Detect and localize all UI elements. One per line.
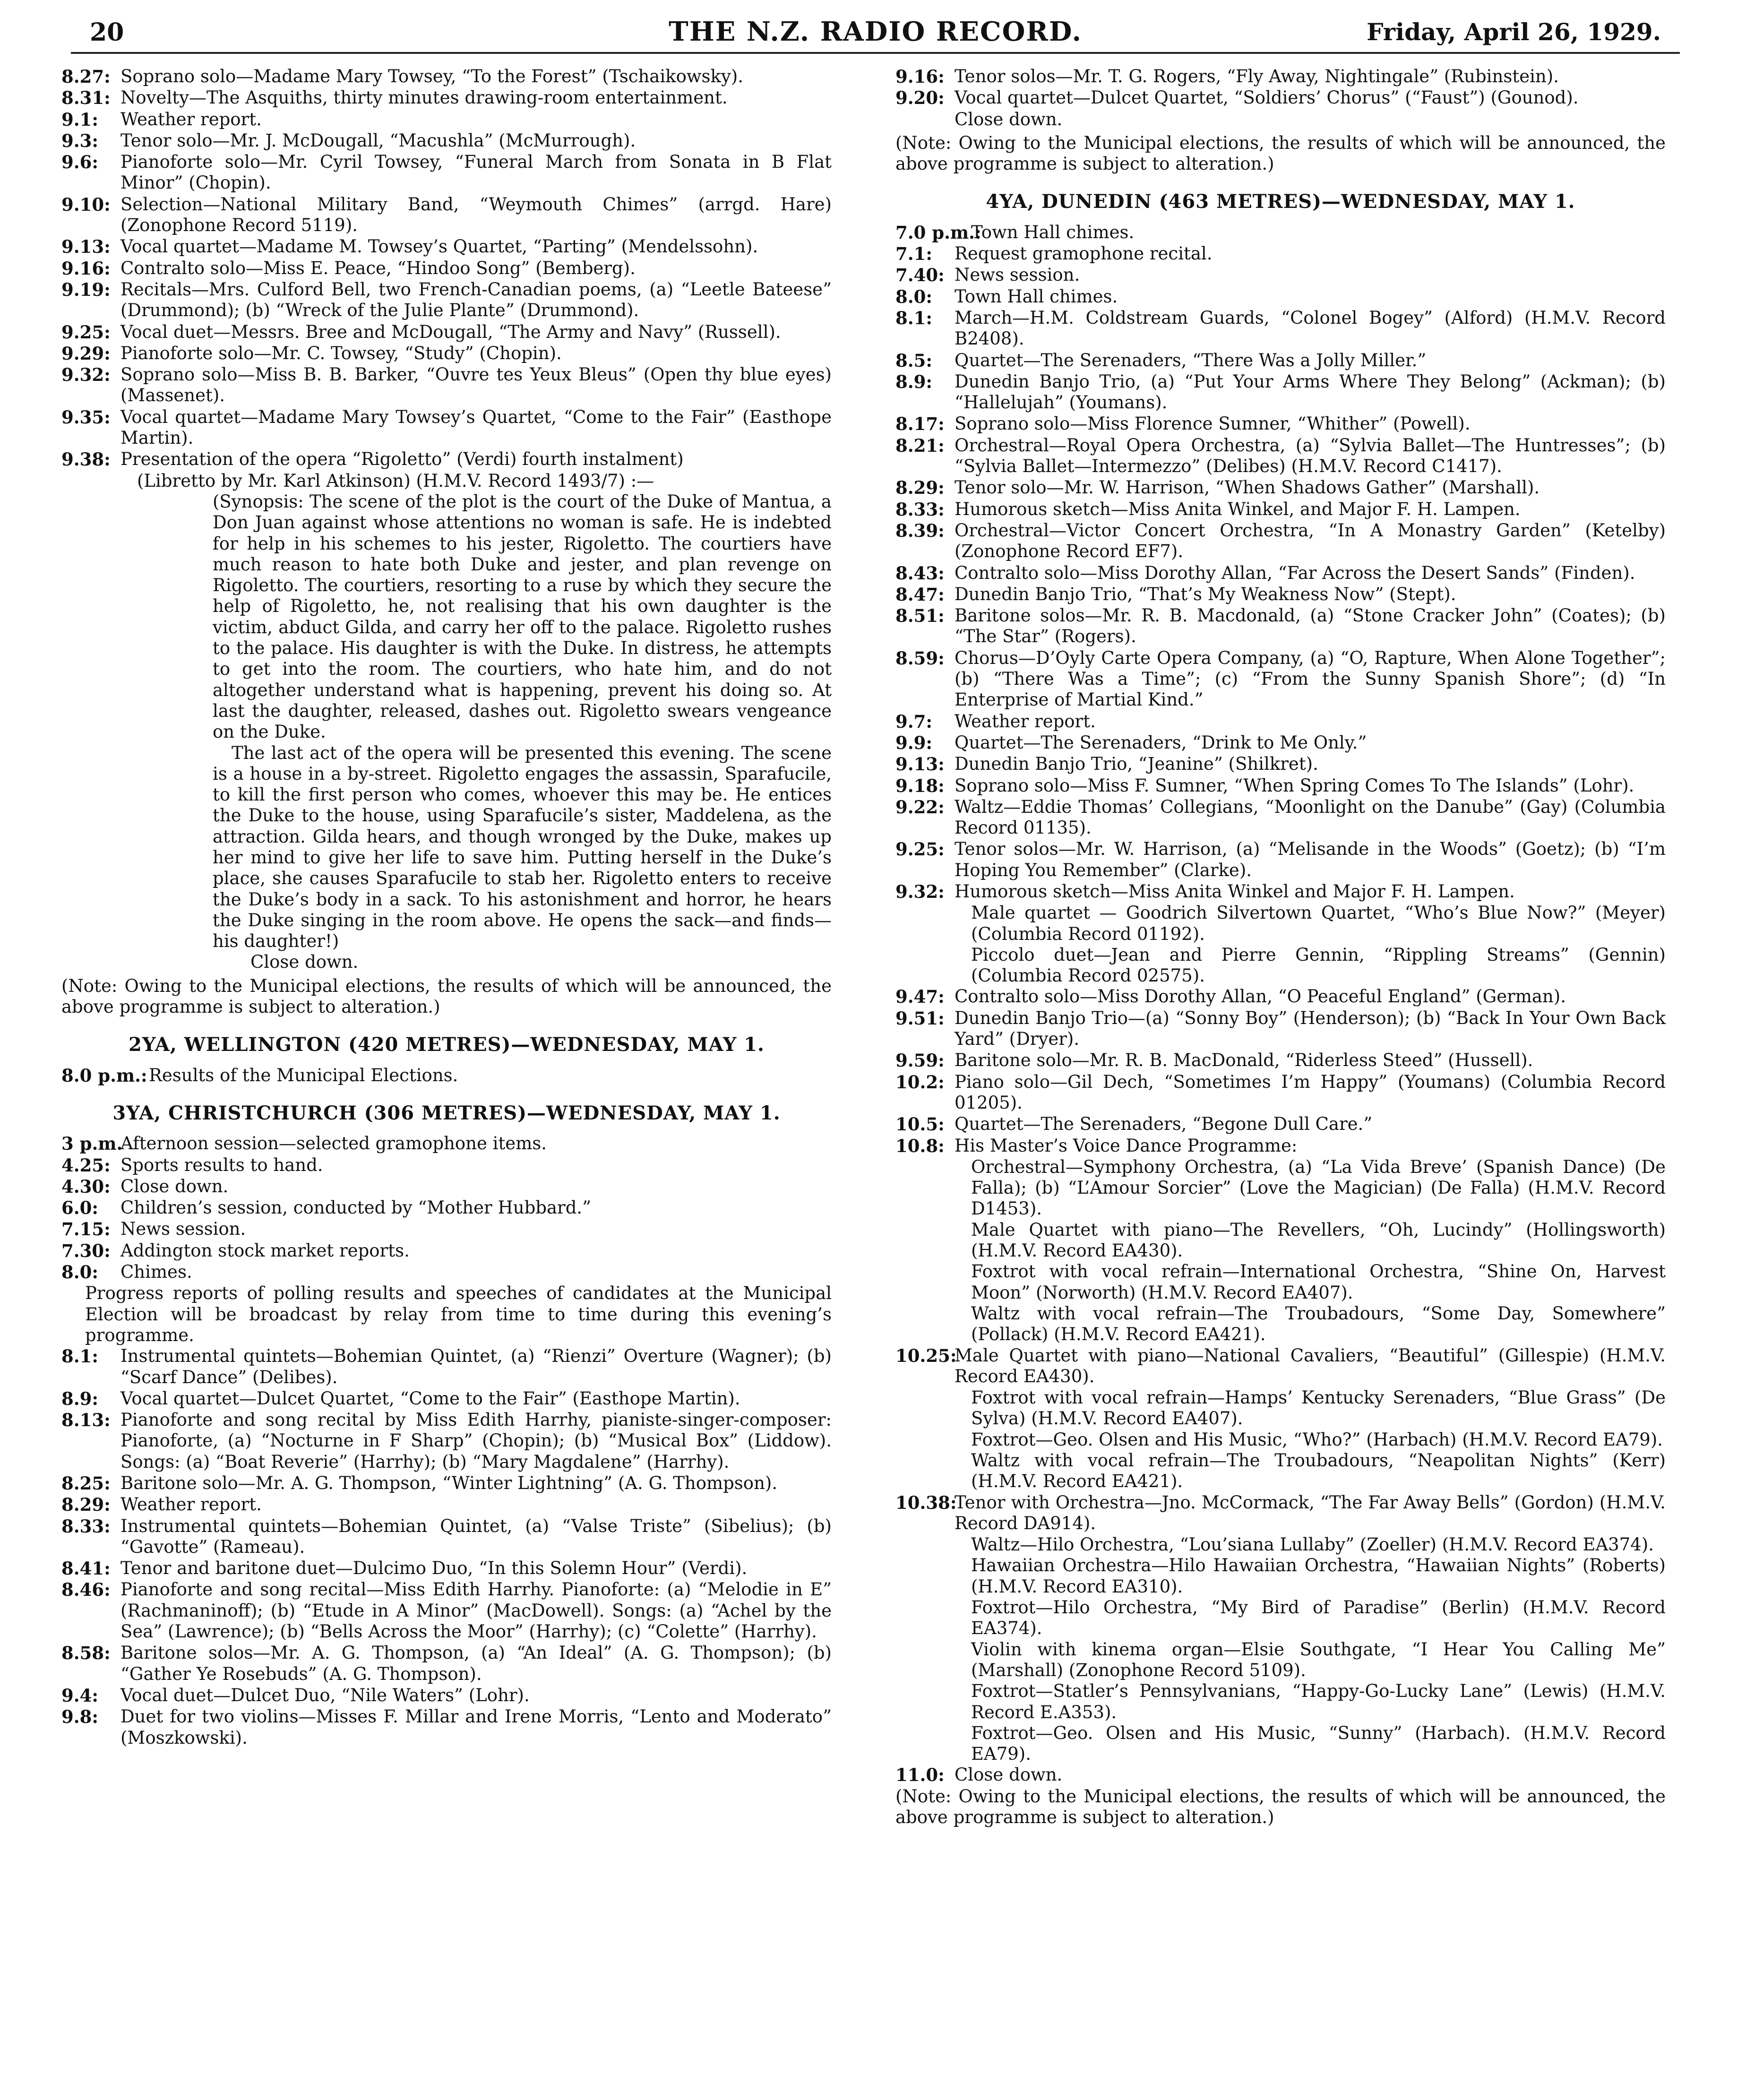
item-text: Pianoforte solo—Mr. C. Towsey, “Study” (Chopin).: [120, 343, 562, 363]
item-text: Vocal quartet—Madame Mary Towsey’s Quartet, “Come to the Fair” (Easthope Martin).: [120, 406, 832, 448]
list-item: [61, 1494, 832, 1515]
list-item: [895, 605, 1666, 647]
item-text: Children’s session, conducted by “Mother Hubbard.”: [120, 1197, 592, 1218]
time: 9.16:: [61, 258, 111, 279]
list-item: [61, 1558, 832, 1579]
list-item: [895, 648, 1666, 711]
time: 9.9:: [895, 732, 933, 753]
time: 9.8:: [61, 1706, 99, 1728]
list-item: [61, 1197, 832, 1218]
item-text: Waltz—Eddie Thomas’ Collegians, “Moonlight on the Danube” (Gay) (Columbia Record 01135).: [955, 796, 1666, 838]
item-text: Tenor and baritone duet—Dulcimo Duo, “In this Solemn Hour” (Verdi).: [120, 1558, 748, 1579]
time: 4.25:: [61, 1154, 111, 1176]
time: 8.13:: [61, 1410, 111, 1431]
item-text: Dunedin Banjo Trio, “That’s My Weakness Now” (Stept).: [955, 584, 1456, 604]
page-header: [71, 9, 1680, 54]
list-item: [895, 881, 1666, 902]
item-text: Instrumental quintets—Bohemian Quintet, (a) “Valse Triste” (Sibelius); (b) “Gavotte” (Rameau).: [120, 1515, 832, 1557]
time: 6.0:: [61, 1197, 99, 1219]
time: 8.33:: [61, 1515, 111, 1537]
list-item: [895, 839, 1666, 881]
time: 10.8:: [895, 1135, 945, 1156]
item-text: Tenor solos—Mr. W. Harrison, (a) “Melisande in the Woods” (Goetz); (b) “I’m Hoping You Remember” (Clarke).: [955, 839, 1666, 880]
item-text: Vocal duet—Messrs. Bree and McDougall, “The Army and Navy” (Russell).: [120, 321, 781, 342]
item-text: Baritone solo—Mr. R. B. MacDonald, “Riderless Steed” (Hussell).: [955, 1050, 1533, 1071]
list-item: [895, 413, 1666, 434]
item-text: Instrumental quintets—Bohemian Quintet, (a) “Rienzi” Overture (Wagner); (b) “Scarf Dance” (Delibes).: [120, 1346, 832, 1387]
time: 9.19:: [61, 279, 111, 300]
programme-note: (Note: Owing to the Municipal elections, the results of which will be announced, the above programme is subject to alteration.): [61, 975, 832, 1017]
list-item: [61, 1262, 832, 1282]
sub-item: Foxtrot—Geo. Olsen and His Music, “Sunny” (Harbach). (H.M.V. Record EA79).: [971, 1722, 1666, 1764]
list-item: [61, 322, 832, 343]
list-item: [895, 711, 1666, 732]
item-text: Soprano solo—Miss B. B. Barker, “Ouvre tes Yeux Bleus” (Open thy blue eyes) (Massenet).: [120, 364, 832, 406]
list-item: [895, 1136, 1666, 1156]
time: 8.9:: [895, 371, 933, 392]
synopsis-paragraph: (Synopsis: The scene of the plot is the court of the Duke of Mantua, a Don Juan against whose attentions no woman is safe. He is indebted for help in his schemes to his jester, Rigoletto. The courtiers have much reason to hate both Duke and jester, and plan revenge on Rigoletto. The courtiers, resorting to a ruse by which they secure the help of Rigoletto, he, not realising that his own daughter is the victim, abduct Gilda, and carry her off to the palace. Rigoletto rushes to the palace. His daughter is with the Duke. In distress, he attempts to get into the room. The courtiers, who hate him, and do not altogether understand what is happening, prevent his doing so. At last the daughter, released, dashes out. Rigoletto swears vengeance on the Duke.: [213, 491, 832, 742]
list-item: [895, 87, 1666, 108]
time: 9.4:: [61, 1685, 99, 1706]
time: 8.1:: [61, 1346, 99, 1367]
item-text: Vocal quartet—Dulcet Quartet, “Soldiers’ Chorus” (“Faust”) (Gounod).: [955, 87, 1579, 108]
list-item: [895, 732, 1666, 753]
page-number: 20: [90, 18, 124, 47]
time: 8.9:: [61, 1388, 99, 1409]
time: 9.20:: [895, 87, 945, 109]
item-text: Vocal quartet—Dulcet Quartet, “Come to the Fair” (Easthope Martin).: [120, 1388, 740, 1409]
time: 10.2:: [895, 1071, 945, 1093]
item-text: Novelty—The Asquiths, thirty minutes drawing-room entertainment.: [120, 87, 728, 108]
item-text: Orchestral—Royal Opera Orchestra, (a) “Sylvia Ballet—The Huntresses”; (b) “Sylvia Ballet—Intermezzo” (Delibes) (H.M.V. Record C1417).: [955, 435, 1666, 477]
opera-synopsis: [61, 491, 832, 952]
time: 10.38:: [895, 1492, 957, 1513]
list-item: [61, 130, 832, 151]
time: 10.5:: [895, 1114, 945, 1135]
time: 9.47:: [895, 986, 945, 1007]
list-item: [61, 1706, 832, 1748]
publication-title: THE N.Z. RADIO RECORD.: [669, 16, 1082, 47]
item-text: Soprano solo—Madame Mary Towsey, “To the Forest” (Tschaikowsky).: [120, 66, 744, 86]
item-text: Request gramophone recital.: [955, 243, 1213, 264]
list-item: [895, 222, 1666, 243]
time: 9.16:: [895, 66, 945, 87]
item-text: Duet for two violins—Misses F. Millar and Irene Morris, “Lento and Moderato” (Moszkowski).: [120, 1706, 832, 1748]
time: 9.6:: [61, 152, 99, 173]
time: 11.0:: [895, 1764, 945, 1786]
time: 9.32:: [61, 364, 111, 386]
item-text: Pianoforte and song recital by Miss Edith Harrhy, pianiste-singer-composer: Pianoforte, (a) “Nocturne in F Sharp” (Chopin); (b) “Musical Box” (Liddow). Songs: (a) “Boat Reverie” (Harrhy); (b) “Mary Magdalene” (Harrhy).: [120, 1410, 832, 1472]
list-item: [61, 87, 832, 108]
item-text: Humorous sketch—Miss Anita Winkel and Major F. H. Lampen.: [955, 881, 1515, 902]
item-text: Baritone solo—Mr. A. G. Thompson, “Winter Lightning” (A. G. Thompson).: [120, 1473, 778, 1493]
sub-item: Foxtrot—Statler’s Pennsylvanians, “Happy-Go-Lucky Lane” (Lewis) (H.M.V. Record E.A353).: [971, 1681, 1666, 1722]
progress-note: Progress reports of polling results and speeches of candidates at the Municipal Election will be broadcast by relay from time to time during this evening’s programme.: [85, 1283, 832, 1345]
close-down: Close down.: [250, 952, 359, 973]
time: 9.3:: [61, 130, 99, 151]
item-text: Contralto solo—Miss Dorothy Allan, “O Peaceful England” (German).: [955, 986, 1566, 1007]
issue-date: Friday, April 26, 1929.: [1367, 18, 1661, 46]
time: 7.40:: [895, 265, 945, 286]
list-item: [61, 1516, 832, 1558]
item-text: Pianoforte and song recital—Miss Edith Harrhy. Pianoforte: (a) “Melodie in E” (Rachmaninoff); (b) “Etude in A Minor” (MacDowell). Songs: (a) “Achel by the Sea” (Lawrence); (b) “Bells Across the Moor” (Harrhy); (c) “Colette” (Harrhy).: [120, 1579, 832, 1642]
list-item: [61, 194, 832, 236]
item-text: Pianoforte solo—Mr. Cyril Towsey, “Funeral March from Sonata in B Flat Minor” (Chopin).: [120, 152, 832, 193]
list-item: [61, 449, 832, 470]
section-heading-christchurch: 3YA, CHRISTCHURCH (306 METRES)—WEDNESDAY, MAY 1.: [112, 1102, 781, 1124]
sub-item: Male quartet — Goodrich Silvertown Quartet, “Who’s Blue Now?” (Meyer) (Columbia Record 01192).: [971, 903, 1666, 944]
item-text: News session.: [120, 1219, 246, 1239]
sub-item: Foxtrot with vocal refrain—Hamps’ Kentucky Serenaders, “Blue Grass” (De Sylva) (H.M.V. Record EA407).: [971, 1387, 1666, 1429]
time: 8.39:: [895, 520, 945, 541]
time: 4.30:: [61, 1176, 111, 1197]
list-item: [61, 258, 832, 279]
time: 9.29:: [61, 343, 111, 364]
sub-item: Orchestral—Symphony Orchestra, (a) “La Vida Breve’ (Spanish Dance) (De Falla); (b) “L’Amour Sorcier” (Love the Magician) (De Falla) (H.M.V. Record D1453).: [971, 1156, 1666, 1219]
list-item: [61, 1579, 832, 1642]
time: 7.0 p.m.:: [895, 222, 981, 243]
time: 8.21:: [895, 435, 945, 456]
list-item: [61, 1410, 832, 1472]
sub-item: Hawaiian Orchestra—Hilo Hawaiian Orchestra, “Hawaiian Nights” (Roberts) (H.M.V. Record EA310).: [971, 1555, 1666, 1597]
time: 3 p.m.: [61, 1133, 123, 1154]
list-item: [61, 1219, 832, 1239]
time: 8.41:: [61, 1558, 111, 1579]
list-item: [895, 1008, 1666, 1050]
item-text: Male Quartet with piano—National Cavaliers, “Beautiful” (Gillespie) (H.M.V. Record EA430).: [955, 1345, 1666, 1386]
time: 8.51:: [895, 605, 945, 627]
list-item: [895, 563, 1666, 584]
sub-item: Waltz with vocal refrain—The Troubadours, “Neapolitan Nights” (Kerr) (H.M.V. Record EA421).: [971, 1450, 1666, 1492]
list-item: [895, 66, 1666, 87]
programme-note: (Note: Owing to the Municipal elections, the results of which will be announced, the above programme is subject to alteration.): [895, 1786, 1666, 1828]
item-text: Tenor with Orchestra—Jno. McCormack, “The Far Away Bells” (Gordon) (H.M.V. Record DA914).: [955, 1492, 1666, 1533]
list-item: [61, 152, 832, 194]
list-item: [895, 1345, 1666, 1387]
libretto-credit: (Libretto by Mr. Karl Atkinson) (H.M.V. Record 1493/7) :—: [137, 470, 654, 491]
time: 8.58:: [61, 1643, 111, 1664]
time: 9.7:: [895, 711, 933, 732]
time: 8.5:: [895, 350, 933, 371]
list-item: [895, 1072, 1666, 1114]
time: 9.18:: [895, 775, 945, 796]
item-text: Piano solo—Gil Dech, “Sometimes I’m Happy” (Youmans) (Columbia Record 01205).: [955, 1071, 1666, 1113]
item-text: Baritone solos—Mr. A. G. Thompson, (a) “An Ideal” (A. G. Thompson); (b) “Gather Ye Rosebuds” (A. G. Thompson).: [120, 1643, 832, 1684]
item-text: News session.: [955, 265, 1080, 285]
item-text: Dunedin Banjo Trio—(a) “Sonny Boy” (Henderson); (b) “Back In Your Own Back Yard” (Dryer).: [955, 1007, 1666, 1050]
time: 8.0:: [895, 286, 933, 307]
synopsis-paragraph: The last act of the opera will be presented this evening. The scene is a house in a by-street. Rigoletto engages the assassin, Sparafucile, to kill the first person who comes, whoever this may be. He entices the Duke to the house, using Sparafucile’s sister, Maddelena, as the attraction. Gilda hears, and though wronged by the Duke, makes up her mind to give her life to save him. Putting herself in the Duke’s place, she causes Sparafucile to stab her. Rigoletto enters to receive the Duke’s body in a sack. To his astonishment and horror, he hears the Duke singing in the room above. He opens the sack—and finds—his daughter!): [213, 742, 832, 952]
list-item: [61, 1240, 832, 1261]
item-text: Tenor solo—Mr. J. McDougall, “Macushla” (McMurrough).: [120, 130, 636, 151]
sub-item: Male Quartet with piano—The Revellers, “Oh, Lucindy” (Hollingsworth) (H.M.V. Record EA430).: [971, 1219, 1666, 1261]
list-item: [895, 350, 1666, 371]
list-item: [895, 1050, 1666, 1071]
list-item: [61, 66, 832, 87]
intro-entries: [61, 66, 832, 470]
item-text: Recitals—Mrs. Culford Bell, two French-Canadian poems, (a) “Leetle Bateese” (Drummond); (b) “Wreck of the Julie Plante” (Drummond).: [120, 279, 832, 321]
item-text: Vocal duet—Dulcet Duo, “Nile Waters” (Lohr).: [120, 1685, 530, 1705]
item-text: Weather report.: [955, 711, 1096, 732]
sub-item: Waltz with vocal refrain—The Troubadours, “Some Day, Somewhere” (Pollack) (H.M.V. Record EA421).: [971, 1303, 1666, 1345]
time: 9.1:: [61, 109, 99, 130]
time: 8.33:: [895, 499, 945, 520]
time: 8.46:: [61, 1579, 111, 1601]
left-column: [61, 66, 832, 1749]
item-text: Soprano solo—Miss Florence Sumner, “Whither” (Powell).: [955, 413, 1471, 434]
right-column: [895, 66, 1666, 1828]
list-item: [895, 1492, 1666, 1534]
list-item: [61, 407, 832, 449]
list-item: [61, 1473, 832, 1494]
sub-item: Foxtrot—Geo. Olsen and His Music, “Who?” (Harbach) (H.M.V. Record EA79).: [971, 1429, 1663, 1450]
item-text: Quartet—The Serenaders, “Drink to Me Only.”: [955, 732, 1367, 753]
programme-note: (Note: Owing to the Municipal elections, the results of which will be announced, the above programme is subject to alteration.): [895, 132, 1666, 174]
list-item: [61, 1155, 832, 1176]
item-text: His Master’s Voice Dance Programme:: [955, 1135, 1298, 1156]
sub-item: Violin with kinema organ—Elsie Southgate, “I Hear You Calling Me” (Marshall) (Zonophone Record 5109).: [971, 1639, 1666, 1680]
sub-item: Waltz—Hilo Orchestra, “Lou’siana Lullaby” (Zoeller) (H.M.V. Record EA374).: [971, 1534, 1654, 1555]
section-heading-wellington: 2YA, WELLINGTON (420 METRES)—WEDNESDAY, MAY 1.: [129, 1033, 765, 1056]
list-item: [61, 1388, 832, 1409]
time: 8.43:: [895, 562, 945, 584]
time: 8.31:: [61, 87, 111, 109]
item-text: Chorus—D’Oyly Carte Opera Company, (a) “O, Rapture, When Alone Together”; (b) “There Was a Time”; (c) “From the Sunny Spanish Shore”; (d) “In Enterprise of Martial Kind.”: [955, 647, 1666, 710]
item-text: Dunedin Banjo Trio, (a) “Put Your Arms Where They Belong” (Ackman); (b) “Hallelujah” (Youmans).: [955, 371, 1666, 413]
list-item: [895, 308, 1666, 350]
time: 9.35:: [61, 406, 111, 428]
list-item: [61, 279, 832, 321]
item-text: Dunedin Banjo Trio, “Jeanine” (Shilkret).: [955, 754, 1318, 775]
item-text: Close down.: [955, 1764, 1063, 1785]
time: 9.51:: [895, 1007, 945, 1029]
time: 9.13:: [61, 236, 111, 258]
list-item: [895, 584, 1666, 605]
list-item: [895, 520, 1666, 562]
item-text: Chimes.: [120, 1262, 192, 1282]
close-down: Close down.: [955, 109, 1063, 129]
list-item: [895, 499, 1666, 520]
time: 7.15:: [61, 1219, 111, 1240]
list-item: [895, 286, 1666, 307]
sub-item: Foxtrot with vocal refrain—International Orchestra, “Shine On, Harvest Moon” (Norworth) (H.M.V. Record EA407).: [971, 1261, 1666, 1303]
time: 8.0:: [61, 1262, 99, 1283]
item-text: Town Hall chimes.: [955, 286, 1118, 307]
list-item: [895, 435, 1666, 477]
time: 9.59:: [895, 1050, 945, 1071]
list-item: [895, 243, 1666, 264]
item-text: Addington stock market reports.: [120, 1240, 410, 1261]
section-heading-dunedin: 4YA, DUNEDIN (463 METRES)—WEDNESDAY, MAY 1.: [986, 190, 1575, 213]
item-text: Town Hall chimes.: [971, 222, 1135, 242]
item-text: Quartet—The Serenaders, “Begone Dull Care.”: [955, 1114, 1373, 1135]
item-text: Tenor solo—Mr. W. Harrison, “When Shadows Gather” (Marshall).: [955, 477, 1540, 498]
time: 9.10:: [61, 194, 111, 215]
item-text: Contralto solo—Miss Dorothy Allan, “Far Across the Desert Sands” (Finden).: [955, 562, 1635, 583]
time: 8.59:: [895, 647, 945, 669]
time: 9.22:: [895, 796, 945, 818]
list-item: [61, 109, 832, 130]
list-item: [895, 265, 1666, 285]
item-text: March—H.M. Coldstream Guards, “Colonel Bogey” (Alford) (H.M.V. Record B2408).: [955, 307, 1666, 349]
list-item: [895, 797, 1666, 839]
list-item: [61, 364, 832, 406]
time: 8.27:: [61, 66, 111, 87]
item-text: Weather report.: [120, 1494, 262, 1515]
item-text: Soprano solo—Miss F. Sumner, “When Spring Comes To The Islands” (Lohr).: [955, 775, 1634, 796]
time: 8.0 p.m.:: [61, 1065, 147, 1086]
item-text: Orchestral—Victor Concert Orchestra, “In A Monastry Garden” (Ketelby) (Zonophone Record EF7).: [955, 520, 1666, 562]
list-item: [895, 986, 1666, 1007]
sub-item: Piccolo duet—Jean and Pierre Gennin, “Rippling Streams” (Gennin) (Columbia Record 02575).: [971, 944, 1666, 986]
list-item: [61, 1133, 832, 1154]
item-text: Selection—National Military Band, “Weymouth Chimes” (arrgd. Hare) (Zonophone Record 5119).: [120, 194, 832, 236]
time: 7.30:: [61, 1240, 111, 1261]
item-text: Close down.: [120, 1176, 229, 1196]
list-item: [61, 236, 832, 257]
list-item: [61, 343, 832, 364]
item-text: Vocal quartet—Madame M. Towsey’s Quartet, “Parting” (Mendelssohn).: [120, 236, 758, 257]
time: 8.29:: [895, 477, 945, 499]
time: 8.29:: [61, 1494, 111, 1515]
time: 8.25:: [61, 1473, 111, 1494]
time: 9.32:: [895, 881, 945, 902]
list-item: [895, 371, 1666, 413]
sub-item: Foxtrot—Hilo Orchestra, “My Bird of Paradise” (Berlin) (H.M.V. Record EA374).: [971, 1597, 1666, 1639]
item-text: Sports results to hand.: [120, 1154, 323, 1175]
list-item: [895, 1114, 1666, 1135]
time: 7.1:: [895, 243, 933, 265]
item-text: Weather report.: [120, 109, 262, 129]
time: 10.25:: [895, 1345, 957, 1366]
time: 8.17:: [895, 413, 945, 435]
time: 8.47:: [895, 584, 945, 605]
item-text: Afternoon session—selected gramophone items.: [120, 1133, 547, 1154]
list-item: [895, 754, 1666, 775]
time: 9.13:: [895, 754, 945, 775]
item-text: Contralto solo—Miss E. Peace, “Hindoo Song” (Bemberg).: [120, 258, 636, 278]
list-item: [895, 775, 1666, 796]
time: 9.25:: [895, 839, 945, 860]
item-text: Presentation of the opera “Rigoletto” (Verdi) fourth instalment): [120, 449, 684, 470]
list-item: [895, 1764, 1666, 1785]
time: 9.38:: [61, 449, 111, 470]
list-item: [61, 1643, 832, 1685]
list-item: [895, 477, 1666, 498]
item-text: Results of the Municipal Elections.: [149, 1065, 458, 1085]
list-item: [61, 1065, 832, 1086]
time: 8.1:: [895, 307, 933, 328]
list-item: [61, 1176, 832, 1197]
time: 9.25:: [61, 321, 111, 343]
list-item: [61, 1685, 832, 1706]
item-text: Humorous sketch—Miss Anita Winkel, and Major F. H. Lampen.: [955, 499, 1521, 519]
item-text: Tenor solos—Mr. T. G. Rogers, “Fly Away, Nightingale” (Rubinstein).: [955, 66, 1559, 86]
item-text: Baritone solos—Mr. R. B. Macdonald, (a) “Stone Cracker John” (Coates); (b) “The Star” (Rogers).: [955, 605, 1666, 647]
item-text: Quartet—The Serenaders, “There Was a Jolly Miller.”: [955, 350, 1427, 370]
list-item: [61, 1346, 832, 1388]
